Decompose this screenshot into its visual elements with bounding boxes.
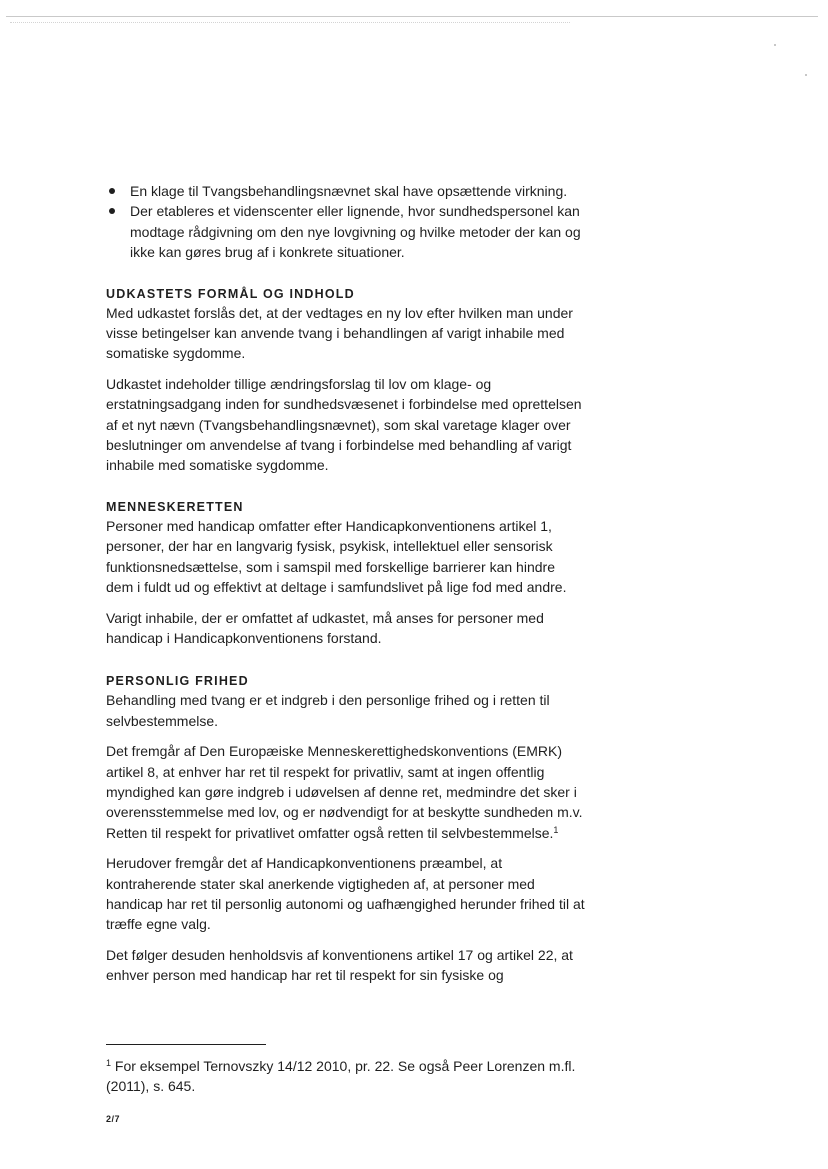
- paragraph: Udkastet indeholder tillige ændringsforslag til lov om klage- og erstatningsadgang inden for sundhedsvæsenet i forbindelse med oprettelsen af et nyt nævn (Tvangsbehandlingsnævnet), som skal varetage klager over beslutninger om anvendelse af tvang i forbindelse med behandling af varigt inhabile med somatiske sygdomme.: [106, 375, 582, 474]
- footnote-separator: [106, 1044, 266, 1045]
- paragraph: Behandling med tvang er et indgreb i den personlige frihed og i retten til selvbestemmelse.: [106, 692, 550, 729]
- bullet-item: Der etableres et videnscenter eller lignende, hvor sundhedspersonel kan modtage rådgivning om den nye lovgivning og hvilke metoder der kan og ikke kan gøres brug af i konkrete situationer.: [106, 201, 586, 262]
- footnote-text: For eksempel Ternovszky 14/12 2010, pr. 22. Se også Peer Lorenzen m.fl. (2011), s. 645.: [106, 1058, 576, 1095]
- scan-artifact-line: [10, 22, 570, 23]
- page-number: 2/7: [106, 1114, 121, 1124]
- bullet-list: [106, 181, 586, 263]
- section-heading-formaal: UDKASTETS FORMÅL OG INDHOLD: [106, 286, 355, 301]
- scan-speck: [805, 74, 807, 76]
- paragraph-text: Det fremgår af Den Europæiske Menneskerettighedskonventions (EMRK) artikel 8, at enhver har ret til respekt for privatliv, samt at ingen offentlig myndighed kan gøre indgreb i udøvelsen af denne ret, medmindre det sker i overensstemmelse med lov, og er nødvendigt for at beskytte sundheden m.v. Retten til respekt for privatlivet omfatter også retten til selvbestemmelse.: [106, 743, 583, 841]
- section-heading-menneskeretten: MENNESKERETTEN: [106, 499, 244, 514]
- footnote-reference[interactable]: 1: [553, 824, 559, 835]
- footnote: [106, 1056, 586, 1097]
- scan-speck: [774, 44, 776, 46]
- paragraph: Med udkastet forslås det, at der vedtages en ny lov efter hvilken man under visse betingelser kan anvende tvang i behandlingen af varigt inhabile med somatiske sygdomme.: [106, 304, 573, 362]
- paragraph: Det følger desuden henholdsvis af konventionens artikel 17 og artikel 22, at enhver person med handicap har ret til respekt for sin fysiske og: [106, 946, 573, 984]
- paragraph: Personer med handicap omfatter efter Handicapkonventionens artikel 1, personer, der har en langvarig fysisk, psykisk, intellektuel eller sensorisk funktionsnedsættelse, som i samspil med forskellige barrierer kan hindre dem i fuldt ud og effektivt at deltage i samfundslivet på lige fod med andre.: [106, 517, 567, 596]
- paragraph: [106, 741, 586, 843]
- section-heading-personlig-frihed: PERSONLIG FRIHED: [106, 674, 249, 689]
- footnote-number: 1: [106, 1058, 112, 1068]
- scan-artifact-line: [6, 16, 818, 17]
- bullet-item: En klage til Tvangsbehandlingsnævnet skal have opsættende virkning.: [106, 181, 586, 201]
- document-body: [106, 181, 586, 986]
- paragraph: Varigt inhabile, der er omfattet af udkastet, må anses for personer med handicap i Handicapkonventionens forstand.: [106, 609, 544, 646]
- paragraph: Herudover fremgår det af Handicapkonventionens præambel, at kontraherende stater skal anerkende vigtigheden af, at personer med handicap har ret til personlig autonomi og uafhængighed herunder frihed til at træffe egne valg.: [106, 855, 585, 933]
